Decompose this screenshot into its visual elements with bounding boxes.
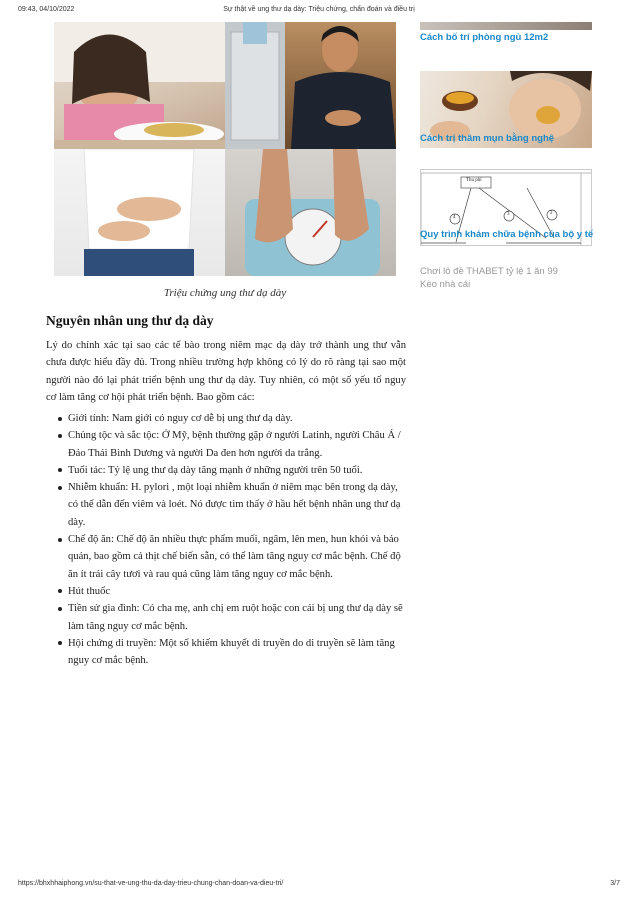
diagram-box-label: Thu phí: [466, 178, 482, 183]
list-item: Tuổi tác: Tỷ lệ ung thư dạ dày tăng mạnh ở những người trên 50 tuổi.: [46, 462, 406, 479]
sidebar-link-keo-nha-cai[interactable]: Kèo nhà cái: [420, 279, 471, 290]
diagram-node-4: 4: [453, 215, 456, 220]
list-item: Chủng tộc và sắc tộc: Ở Mỹ, bệnh thường gặp ở người Latinh, người Châu Á / Đảo Thái Bình Dương và người Da đen hơn người da trắng.: [46, 427, 406, 462]
list-item: Nhiễm khuẩn: H. pylori , một loại nhiễm khuẩn ở niêm mạc bên trong dạ dày, có thể dẫn đến viêm và loét. Nó được tìm thấy ở hầu hết bệnh nhân ung thư dạ dày.: [46, 479, 406, 531]
list-item: Giới tính: Nam giới có nguy cơ dễ bị ung thư dạ dày.: [46, 410, 406, 427]
print-page-number: 3/7: [610, 880, 620, 887]
image-tile-abdomen-pain: [54, 149, 225, 276]
print-title: Sự thật về ung thư dạ dày: Triệu chứng, chẩn đoán và điều trị: [223, 6, 415, 13]
list-item: Chế độ ăn: Chế độ ăn nhiều thực phẩm muối, ngâm, lên men, hun khói và bảo quản, bao gồm cả thịt chế biến sẵn, có thể làm tăng nguy cơ mắc bệnh. Chế độ ăn ít trái cây tươi và rau quả cũng làm tăng nguy cơ mắc bệnh.: [46, 531, 406, 583]
image-tile-man-stomach-ache: [225, 22, 396, 149]
diagram-node-2: 2: [550, 211, 553, 216]
list-item: Hút thuốc: [46, 583, 406, 600]
image-caption: Triệu chứng ung thư dạ dày: [163, 287, 287, 299]
risk-factor-list: [46, 410, 406, 669]
intro-paragraph: Lý do chính xác tại sao các tế bào trong niêm mạc dạ dày trở thành ung thư vẫn chưa được hiểu đầy đủ. Trong nhiều trường hợp không có lý do rõ ràng tại sao một người nào đó lại phát triển bệnh ung thư dạ dày. Tuy nhiên, có một số yếu tố nguy cơ làm tăng cơ hội phát triển bệnh. Bao gồm các:: [46, 340, 406, 403]
diagram-node-3: 3: [507, 212, 510, 217]
print-header: [18, 6, 620, 18]
symptoms-image: [54, 22, 396, 276]
print-url: https://bhxhhaiphong.vn/su-that-ve-ung-thu-da-day-trieu-chung-chan-doan-va-dieu-tri/: [18, 880, 284, 887]
list-item: Tiền sử gia đình: Có cha mẹ, anh chị em ruột hoặc con cái bị ung thư dạ dày sẽ làm tăng nguy cơ mắc bệnh.: [46, 600, 406, 635]
sidebar-link-procedure[interactable]: Quy trình khám chữa bệnh của bộ y tế: [420, 229, 594, 240]
section-title: Nguyên nhân ung thư dạ dày: [46, 313, 214, 328]
image-tile-weight-scale: [225, 149, 396, 276]
bedroom-thumbnail[interactable]: [420, 22, 592, 30]
image-tile-woman-eating: [54, 22, 225, 149]
sidebar-link-thabet[interactable]: Chơi lô đề THABET tỷ lệ 1 ăn 99: [420, 266, 558, 277]
list-item: Hội chứng di truyền: Một số khiếm khuyết di truyền do di truyền sẽ làm tăng nguy cơ mắc bệnh.: [46, 635, 406, 670]
sidebar-link-acne[interactable]: Cách trị thâm mụn bằng nghệ: [420, 133, 555, 144]
print-datetime: 09:43, 04/10/2022: [18, 6, 75, 13]
print-footer: [18, 880, 620, 892]
sidebar-link-bedroom[interactable]: Cách bố trí phòng ngủ 12m2: [420, 32, 549, 43]
